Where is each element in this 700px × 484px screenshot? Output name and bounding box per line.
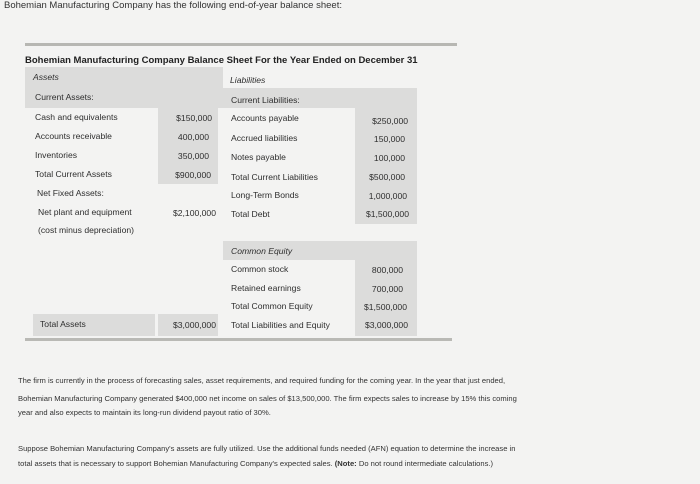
long-term-bonds-value: 1,000,000	[368, 191, 407, 201]
paragraph-line: year and also expects to maintain its long-run dividend payout ratio of 30%.	[18, 408, 271, 417]
accounts-payable-label: Accounts payable	[231, 113, 299, 123]
note-label: (Note:	[334, 459, 357, 468]
accrued-liabilities-label: Accrued liabilities	[231, 133, 298, 143]
total-current-assets-value: $900,000	[175, 170, 211, 180]
balance-sheet-title: Bohemian Manufacturing Company Balance Sheet For the Year Ended on December 31	[25, 55, 418, 66]
notes-payable-label: Notes payable	[231, 152, 286, 162]
inventories-value: 350,000	[177, 151, 209, 161]
common-stock-value: 800,000	[371, 265, 403, 275]
net-plant-equipment-note: (cost minus depreciation)	[38, 225, 135, 235]
net-plant-equipment-label: Net plant and equipment	[38, 207, 132, 217]
common-equity-header: Common Equity	[231, 246, 293, 256]
accounts-receivable-value: 400,000	[177, 132, 209, 142]
total-assets-value: $3,000,000	[172, 320, 216, 330]
question-line: Suppose Bohemian Manufacturing Company's assets are fully utilized. Use the additional funds needed (AFN) equation to determine the increase in	[18, 444, 516, 453]
notes-payable-value: 100,000	[373, 153, 405, 163]
total-current-liabilities-value: $500,000	[369, 172, 405, 182]
assets-header: Assets	[33, 72, 59, 82]
accrued-liabilities-value: 150,000	[373, 134, 405, 144]
cash-label: Cash and equivalents	[35, 112, 118, 122]
note-text: Do not round intermediate calculations.)	[356, 459, 494, 468]
paragraph-line: Bohemian Manufacturing Company generated $400,000 net income on sales of $13,500,000. The firm expects sales to increase by 15% this coming	[18, 394, 517, 403]
net-fixed-assets-header: Net Fixed Assets:	[37, 188, 104, 198]
current-liabilities-header: Current Liabilities:	[231, 95, 300, 105]
paragraph-line: The firm is currently in the process of forecasting sales, asset requirements, and required funding for the coming year. In the year that just ended,	[18, 376, 506, 385]
total-assets-label: Total Assets	[40, 319, 86, 329]
current-assets-header: Current Assets:	[35, 92, 94, 102]
inventories-label: Inventories	[35, 150, 78, 160]
question-line	[18, 456, 493, 471]
total-current-liabilities-label: Total Current Liabilities	[231, 172, 318, 182]
long-term-bonds-label: Long-Term Bonds	[231, 190, 299, 200]
bottom-rule	[25, 338, 452, 341]
common-stock-label: Common stock	[231, 264, 289, 274]
total-debt-value: $1,500,000	[365, 209, 409, 219]
total-common-equity-value: $1,500,000	[363, 302, 407, 312]
accounts-receivable-label: Accounts receivable	[35, 131, 112, 141]
net-plant-equipment-value: $2,100,000	[172, 208, 216, 218]
retained-earnings-label: Retained earnings	[231, 283, 301, 293]
total-liabilities-equity-value: $3,000,000	[364, 320, 408, 330]
accounts-payable-value: $250,000	[372, 116, 408, 126]
total-common-equity-label: Total Common Equity	[231, 301, 313, 311]
top-rule	[25, 43, 457, 46]
intro-text: Bohemian Manufacturing Company has the following end-of-year balance sheet:	[4, 0, 342, 11]
retained-earnings-value: 700,000	[371, 284, 403, 294]
liabilities-header: Liabilities	[230, 75, 266, 85]
total-current-assets-label: Total Current Assets	[35, 169, 112, 179]
total-liabilities-equity-label: Total Liabilities and Equity	[231, 320, 330, 330]
total-debt-label: Total Debt	[231, 209, 270, 219]
cash-value: $150,000	[176, 113, 212, 123]
question-text: total assets that is necessary to support Bohemian Manufacturing Company's expected sales.	[18, 459, 333, 468]
